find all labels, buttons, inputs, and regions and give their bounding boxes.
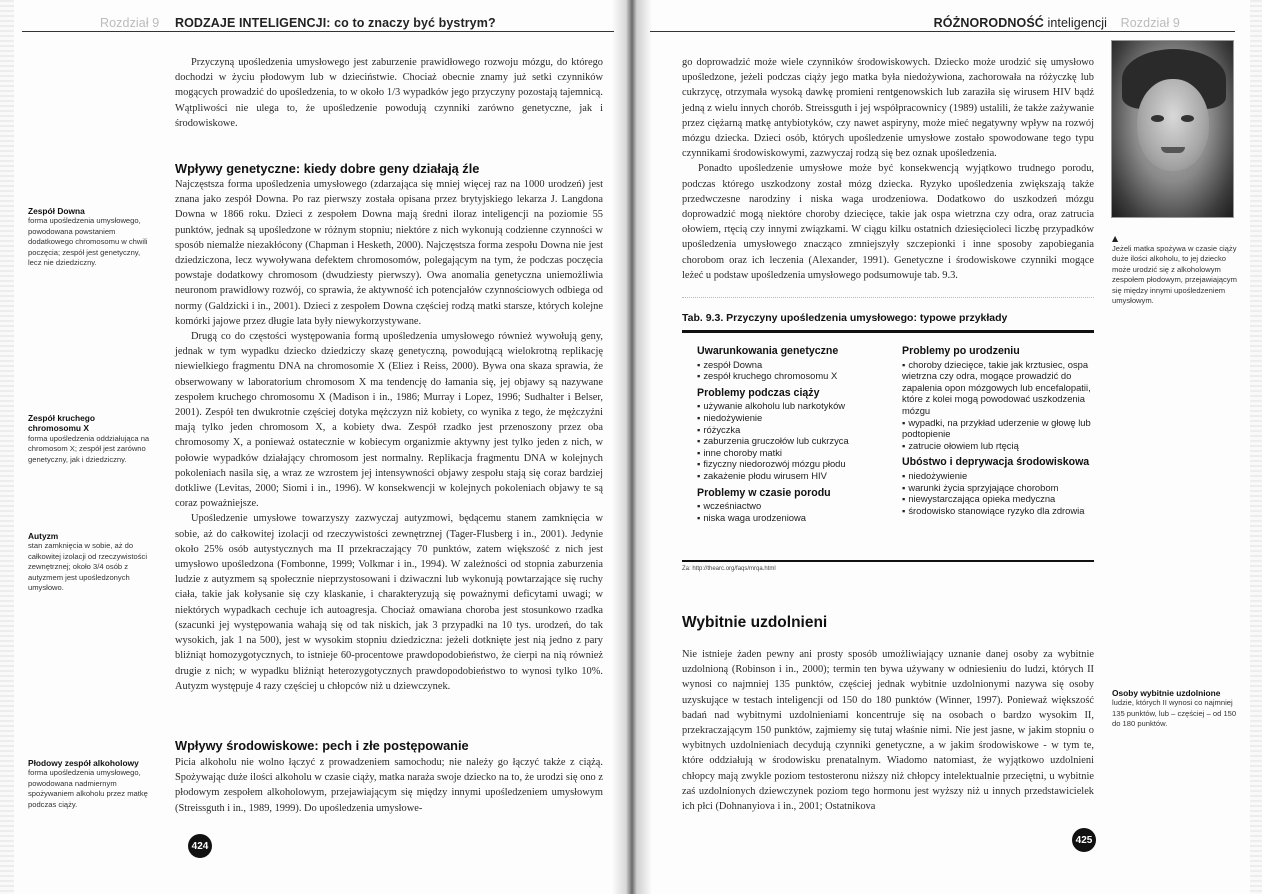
right-running-title-bold: RÓŻNORODNOŚĆ bbox=[933, 16, 1044, 30]
table-bottom-rule bbox=[682, 560, 1094, 562]
table-heading: Problemy w czasie porodu bbox=[697, 486, 831, 499]
table-top-rule bbox=[682, 330, 1094, 333]
table-column-2 bbox=[902, 346, 1092, 516]
photo-caption: Jeżeli matka spożywa w czasie ciąży duże ilości alkoholu, to jej dziecko może urodzić się z alkoholowym zespołem płodowym, przejawiającym się między innymi upośledzeniem umysłowym. bbox=[1112, 244, 1237, 306]
right-section-heading: Wybitnie uzdolnieni bbox=[682, 614, 828, 631]
right-running-title-rest: inteligencji bbox=[1047, 16, 1108, 30]
margin-note-text: ludzie, których II wynosi co najmniej 135 punktów, lub – częściej – od 150 do 180 punktów. bbox=[1112, 698, 1237, 729]
margin-note-fetal-alcohol bbox=[28, 758, 150, 810]
table-item: ▪ choroby dziecięce, takie jak krztusiec, ospa wietrzna czy odra, mogące prowadzić do zapalenia opon mózgowych lub encefalopatii, które z kolei mogą powodować uszkodzenia mózgu bbox=[902, 359, 1092, 417]
table-source: Za: http://thearc.org/faqs/mrqa.html bbox=[682, 566, 776, 572]
page-edge-right bbox=[1250, 0, 1262, 894]
right-body-top bbox=[682, 55, 1094, 283]
right-chapter-label: Rozdział 9 bbox=[1120, 16, 1180, 30]
table-item: ▪ wypadki, na przykład uderzenie w głowę lub podtopienie bbox=[902, 417, 1092, 440]
left-intro bbox=[175, 55, 603, 131]
right-paragraph-1: go doprowadzić może wiele czynników środowiskowych. Dziecko może urodzić się umysłowo upośledzone, jeżeli podczas ciąży jego matka była niedożywiona, zachorowała na różyczkę lub cukrzycę, otrzymała wysoką dawkę promieni rentgenowskich lub zaraziła się wirusem HIV bądź jedną z wielu innych chorób. Streissguth i jej współpracownicy (1989) ustalili, że także zażywanie przez ciężarną matkę antybiotyków, czy nawet aspiryny, może mieć negatywny wpływ na rozwój mózgu dziecka. Dzieci osób, których upośledzenie umysłowe zostało spowodowane tego typu czynnikami środowiskowymi, zazwyczaj rodzą się bez oznak upośledzenia. bbox=[682, 57, 1094, 160]
left-s1-paragraph-1: Najczęstsza forma upośledzenia umysłowego (zdarzająca się mniej więcej raz na 1000 urodzeń) jest znana jako zespół Downa. Po raz pierwszy została opisana przez brytyjskiego lekarza J. Langdona Downa w 1866 roku. Dzieci z zespołem Downa mają średni iloraz inteligencji na poziomie 55 punktów, jednak są upośledzone w różnym stopniu; niektóre z nich wykonują codzienne czynności w sposób niemalże niezakłócony (Chapman i Hesketh, 2000). Najczęstsza forma zespołu Downa nie jest dziedziczona, lecz wywoływana defektem chromosomów, polegającym na tym, że podczas poczęcia powstaje dodatkowy chromosom (dwudziesty pierwszy). Owa anomalia genetyczna uniemożliwia neuronom prawidłowy rozwój, co sprawia, że aktywność ich potencjałów czynnościowych odbiega od normy (Galdzicki i in., 2001). Dzieci z zespołem Downa częściej rodzą matki starsze, których kolejne komórki jajowe przez długie lata były niewykorzystywane. bbox=[175, 179, 603, 327]
caption-arrow-icon: ▲ bbox=[1112, 234, 1119, 243]
table-item: ▪ fizyczny niedorozwój mózgu płodu bbox=[697, 458, 887, 470]
right-page-number: 425 bbox=[1072, 828, 1096, 852]
table-item: ▪ niedożywienie bbox=[902, 470, 1092, 482]
table-item: ▪ środowisko stanowiące ryzyko dla zdrowia bbox=[902, 505, 1092, 517]
left-s1-paragraph-2: Drugą co do częstości występowania formą upośledzenia umysłowego również wywołują geny, jednak w tym wypadku dziecko dziedziczy skazę genetyczną, powodującą wielokrotną replikację niewielkiego fragmentu DNA na chromosomie X (Eliez i Reiss, 2000). Bywa ona skaza sprawia, że obserwowany w laboratorium chromosom X ma tendencję do łamania się, jej objawy są nazywane zespołem kruchego chromosomu X (Madison i in., 1986; Murray i Lopez, 1996; Sudhalter i Belser, 2001). Zespół ten dwukrotnie częściej dotyka mężczyzn niż kobiety, co wynika z tego, że mężczyźni mają tylko jeden chromosom X, a kobiety dwa. Zespół rzadko jest przenoszony przez oba chromosomy X, a ponieważ ostatecznie w kobiecym organizmie aktywny jest tylko jeden z nich, w połowie wypadków działający chromosom jest normalny. Replikacja fragmentu DNA w kolejnych pokoleniach nasila się, a wraz ze wzrostem jej intensywności objawy zespołu stają się coraz bardziej dotkliwe (Levitas, 2000; Siomi i in., 1996). W konsekwencji w kolejnych pokoleniach objawy te są coraz poważniejsze. bbox=[175, 331, 603, 510]
margin-note-title: Autyzm bbox=[28, 531, 59, 541]
table-heading: Uwarunkowania genetyczne bbox=[697, 345, 839, 357]
margin-note-fragile-x bbox=[28, 413, 150, 465]
table-item: ▪ zaburzenia gruczołów lub cukrzyca bbox=[697, 435, 887, 447]
table-item: ▪ niewystarczająca opieka medyczna bbox=[902, 493, 1092, 505]
book-gutter bbox=[612, 0, 652, 894]
table-item: ▪ niedożywienie bbox=[697, 412, 887, 424]
table-item: ▪ niska waga urodzeniowa bbox=[697, 512, 887, 524]
table-item: ▪ zespół kruchego chromosomu X bbox=[697, 370, 887, 382]
table-item: ▪ inne choroby matki bbox=[697, 447, 887, 459]
margin-note-title: Zespół Downa bbox=[28, 206, 85, 216]
table-column-1 bbox=[697, 346, 887, 523]
table-item: ▪ zatrucie ołowiem lub rtęcią bbox=[902, 440, 1092, 452]
right-section-body bbox=[682, 647, 1094, 814]
margin-note-down-syndrome bbox=[28, 206, 150, 268]
left-page-number: 424 bbox=[188, 834, 212, 858]
photo-mouth bbox=[1161, 147, 1185, 153]
left-chapter-label: Rozdział 9 bbox=[100, 16, 160, 30]
photo-eye bbox=[1181, 115, 1194, 122]
left-s1-paragraph-3: Upośledzenie umysłowe towarzyszy zazwyczaj autyzmowi, będącemu stanem zamknięcia w sobie, aż do całkowitej izolacji od rzeczywistości zewnętrznej (Tager-Flusberg i in., 2001). Jedynie około 25% osób autystycznych ma II przekraczający 70 punktów, zatem większość z nich jest umysłowo upośledzona (Fombonne, 1999; Volkmar i in., 1994). W zależności od stopnia zaburzenia ludzie z autyzmem są społecznie nieprzystosowani i dziwaczni lub wykonują powtarzające się ruchy ciała, takie jak kołysanie się czy klaskanie, i charakteryzują się poważnymi deficytami uwagi; w niektórych wypadkach cechuje ich autoagresja. Chociaż omawiana choroba jest stosunkowo rzadka (szacunki jej występowania wahają się od tak niskich, jak 3 przypadki na 10 tys. urodzeń, do tak wysokich, jak 1 na 500), jest w wysokim stopniu dziedziczna: jeżeli dotknięte jest nią jedno z pary bliźniąt homozygotycznych, to istnieje 60-procentowe prawdopodobieństwo, że cierpi na nią również drugie z nich; w wypadku bliźniąt heterozygotycznych prawdopodobieństwo to wynosi tylko 10%. Autyzm występuje 4 razy częściej u chłopców niż u dziewczynek. bbox=[175, 513, 603, 692]
margin-note-text: forma upośledzenia oddziałująca na chromosom X; zespół jest zarówno genetyczny, jak i dziedziczny. bbox=[28, 433, 150, 464]
margin-note-text: forma upośledzenia umysłowego, powodowana powstaniem dodatkowego chromosomu w chwili poczęcia; zespół jest genetyczny, lecz nie dziedziczny. bbox=[28, 216, 148, 268]
margin-note-title: Płodowy zespół alkoholowy bbox=[28, 758, 139, 768]
left-intro-paragraph: Przyczyną upośledzenia umysłowego jest zaburzenie prawidłowego rozwoju mózgu, do którego dochodzi w życiu płodowym lub w dzieciństwie. Chociaż obecnie znamy już setki czynników mogących prowadzić do upośledzenia, to w około 1/3 wypadków jego przyczyny pozostają tajemnicą. Wątpliwości nie ulega to, że upośledzenie powodują czynniki zarówno genetyczne, jak i środowiskowe. bbox=[175, 57, 603, 129]
left-section2-body bbox=[175, 755, 603, 816]
margin-note-text: stan zamknięcia w sobie, aż do całkowitej izolacji od rzeczywistości zewnętrznej; około 3/4 osób z autyzmem jest upośledzonych umysłowo. bbox=[28, 541, 148, 593]
table-item: ▪ używanie alkoholu lub narkotyków bbox=[697, 400, 887, 412]
photo-eye bbox=[1151, 115, 1164, 122]
table-heading: Problemy podczas ciąży bbox=[697, 386, 820, 399]
left-running-head bbox=[100, 16, 496, 30]
margin-note-gifted bbox=[1112, 688, 1240, 730]
left-header-rule bbox=[22, 31, 614, 32]
table-item: ▪ zespół Downa bbox=[697, 359, 887, 371]
left-section1-heading: Wpływy genetyczne: kiedy dobre geny działają źle bbox=[175, 161, 480, 176]
table-item: ▪ wcześniactwo bbox=[697, 500, 887, 512]
right-paragraph-2: Ponadto upośledzenie umysłowe może być konsekwencją wyjątkowo trudnego porodu, podczas którego uszkodzony został mózg dziecka. Ryzyko upośledzenia zwiększają także przedwczesne narodziny i niska waga urodzeniowa. Dodatkowo do uszkodzeń mózgu doprowadzić mogą niektóre choroby dziecięce, takie jak ospa wietrzna czy odra, oraz zatrucia ołowiem, rtęcią czy innymi związkami. W ciągu kilku ostatnich dziesięcioleci liczbę przypadków upośledzenia umysłowego znacząco zmniejszyły szczepionki i inne sposoby zapobiegania chorobom oraz ich leczenia (Alexander, 1991). Genetyczne i środowiskowe czynniki mogące leżeć u podstaw upośledzenia umysłowego podsumowuje tab. 9.3. bbox=[682, 163, 1094, 281]
table-title: Tab. 9.3. Przyczyny upośledzenia umysłowego: typowe przykłady bbox=[682, 312, 1008, 324]
right-section-paragraph: Nie istnieje żaden pewny ani prosty sposób umożliwiający uznanie danej osoby za wybitnie uzdolnioną (Robinson i in., 2000); termin ten bywa używany w odniesieniu do ludzi, których II wynosi co najmniej 135 punktów, częściej jednak wybitnie uzdolnionymi nazywa się osoby uzyskujące w testach inteligencji od 150 do 180 punktów (Winner, 1997). Ponieważ większość badań nad wybitnymi uzdolnieniami koncentruje się na osobach o bardzo wysokim II, przekraczającym 150 punktów, zajmiemy się tutaj właśnie nimi. Nie jest jasne, w jakim stopniu o wybitnych uzdolnieniach decydują czynniki genetyczne, a w jakim środowiskowe - w tym te, które oddziałują w środowisku prenatalnym. Wiadomo natomiast, że wyjątkowo uzdolnieni chłopcy mają zwykle poziom testosteronu niższy niż chłopcy intelektualnie przeciętni, u wybitnie zaś uzdolnionych dziewczynek poziom tego hormonu jest wyższy niż u innych przedstawicielek ich płci (Dohnanyiova i in., 2001; Ostatnikova bbox=[682, 649, 1094, 813]
margin-note-title: Zespół kruchego chromosomu X bbox=[28, 413, 96, 434]
table-item: ▪ zakażenie płodu wirusem HIV bbox=[697, 470, 887, 482]
left-s2-paragraph: Picia alkoholu nie wolno łączyć z prowadzeniem samochodu; nie należy go łączyć także z ciążą. Spożywając duże ilości alkoholu w czasie ciąży, matka naraża swoje dziecko na to, że urodzi się ono z płodowym zespołem alkoholowym, przejawiającym się między innymi upośledzeniem umysłowym (Streissguth i in., 1989, 1999). Do upośledzenia umysłowe- bbox=[175, 757, 603, 814]
table-heading: Ubóstwo i deprywacja środowiskowa bbox=[902, 456, 1090, 469]
dotted-separator bbox=[682, 297, 1094, 298]
table-item: ▪ warunki życia sprzyjające chorobom bbox=[902, 482, 1092, 494]
photo-face bbox=[1137, 79, 1209, 171]
left-section2-heading: Wpływy środowiskowe: pech i złe postępowanie bbox=[175, 738, 469, 753]
margin-note-title: Osoby wybitnie uzdolnione bbox=[1112, 688, 1221, 698]
margin-note-text: forma upośledzenia umysłowego, powodowana nadmiernym spożywaniem alkoholu przez matkę podczas ciąży. bbox=[28, 768, 148, 809]
left-running-title: RODZAJE INTELIGENCJI: co to znaczy być bystrym? bbox=[174, 16, 496, 30]
left-section1-body bbox=[175, 177, 603, 694]
child-photo bbox=[1111, 40, 1234, 218]
right-running-head bbox=[934, 16, 1180, 30]
margin-note-autism bbox=[28, 531, 150, 593]
table-heading: Problemy po urodzeniu bbox=[902, 345, 1020, 357]
table-item: ▪ różyczka bbox=[697, 424, 887, 436]
page-edge-left bbox=[0, 0, 14, 894]
right-header-rule bbox=[650, 31, 1235, 32]
